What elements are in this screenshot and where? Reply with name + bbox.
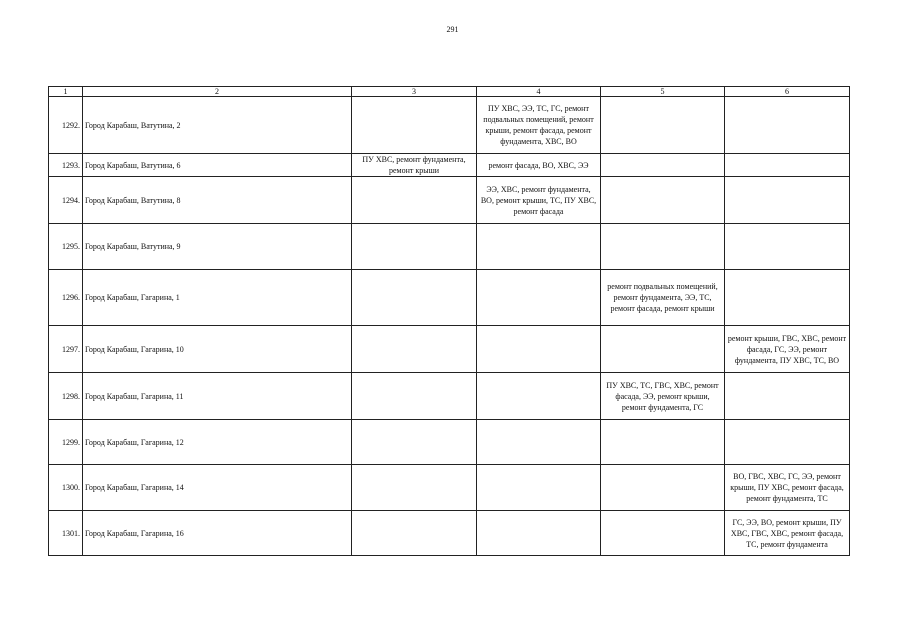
works-cell-col5: [601, 177, 725, 224]
works-cell-col6: ремонт крыши, ГВС, ХВС, ремонт фасада, ГС, ЭЭ, ремонт фундамента, ПУ ХВС, ТС, ВО: [725, 326, 850, 373]
row-number-cell: 1298.: [49, 373, 83, 420]
table-row: [49, 154, 850, 177]
works-cell-col5: [601, 326, 725, 373]
table-row: [49, 420, 850, 465]
row-number-cell: 1293.: [49, 154, 83, 177]
works-cell-col5: [601, 97, 725, 154]
works-cell-col6: [725, 373, 850, 420]
column-number: 2: [83, 87, 352, 97]
works-cell-col3: [352, 511, 477, 556]
works-cell-col4: [477, 511, 601, 556]
table-row: [49, 97, 850, 154]
works-cell-col3: [352, 270, 477, 326]
address-cell: Город Карабаш, Ватутина, 2: [83, 97, 352, 154]
works-cell-col6: [725, 224, 850, 270]
address-cell: Город Карабаш, Ватутина, 8: [83, 177, 352, 224]
table-row: [49, 326, 850, 373]
works-cell-col5: ПУ ХВС, ТС, ГВС, ХВС, ремонт фасада, ЭЭ, ремонт крыши, ремонт фундамента, ГС: [601, 373, 725, 420]
works-cell-col3: [352, 373, 477, 420]
works-cell-col4: [477, 326, 601, 373]
address-cell: Город Карабаш, Гагарина, 16: [83, 511, 352, 556]
works-cell-col4: ПУ ХВС, ЭЭ, ТС, ГС, ремонт подвальных помещений, ремонт крыши, ремонт фасада, ремонт фундамента, ХВС, ВО: [477, 97, 601, 154]
works-cell-col4: [477, 465, 601, 511]
row-number-cell: 1301.: [49, 511, 83, 556]
works-cell-col5: ремонт подвальных помещений, ремонт фундамента, ЭЭ, ТС, ремонт фасада, ремонт крыши: [601, 270, 725, 326]
works-cell-col3: [352, 420, 477, 465]
column-number: 5: [601, 87, 725, 97]
table-row: [49, 177, 850, 224]
works-cell-col3: [352, 177, 477, 224]
works-cell-col6: [725, 97, 850, 154]
works-cell-col6: ВО, ГВС, ХВС, ГС, ЭЭ, ремонт крыши, ПУ ХВС, ремонт фасада, ремонт фундамента, ТС: [725, 465, 850, 511]
address-cell: Город Карабаш, Гагарина, 10: [83, 326, 352, 373]
address-cell: Город Карабаш, Гагарина, 1: [83, 270, 352, 326]
row-number-cell: 1300.: [49, 465, 83, 511]
table-row: [49, 373, 850, 420]
works-cell-col6: [725, 154, 850, 177]
works-cell-col5: [601, 154, 725, 177]
works-cell-col5: [601, 511, 725, 556]
row-number-cell: 1292.: [49, 97, 83, 154]
table-row: [49, 224, 850, 270]
column-number: 1: [49, 87, 83, 97]
works-cell-col6: [725, 270, 850, 326]
works-register-table: [48, 86, 850, 556]
works-cell-col6: [725, 420, 850, 465]
column-number: 4: [477, 87, 601, 97]
works-cell-col3: [352, 465, 477, 511]
address-cell: Город Карабаш, Гагарина, 14: [83, 465, 352, 511]
address-cell: Город Карабаш, Гагарина, 12: [83, 420, 352, 465]
address-cell: Город Карабаш, Гагарина, 11: [83, 373, 352, 420]
column-number-row: [49, 87, 850, 97]
works-cell-col6: [725, 177, 850, 224]
page-number: 291: [446, 25, 459, 34]
works-cell-col3: [352, 224, 477, 270]
table-row: [49, 511, 850, 556]
address-cell: Город Карабаш, Ватутина, 9: [83, 224, 352, 270]
works-cell-col4: ЭЭ, ХВС, ремонт фундамента, ВО, ремонт крыши, ТС, ПУ ХВС, ремонт фасада: [477, 177, 601, 224]
works-cell-col4: [477, 373, 601, 420]
table-row: [49, 270, 850, 326]
row-number-cell: 1294.: [49, 177, 83, 224]
works-cell-col4: ремонт фасада, ВО, ХВС, ЭЭ: [477, 154, 601, 177]
column-number: 6: [725, 87, 850, 97]
works-cell-col5: [601, 224, 725, 270]
works-cell-col5: [601, 420, 725, 465]
address-cell: Город Карабаш, Ватутина, 6: [83, 154, 352, 177]
works-cell-col3: [352, 97, 477, 154]
works-cell-col3: [352, 326, 477, 373]
works-cell-col6: ГС, ЭЭ, ВО, ремонт крыши, ПУ ХВС, ГВС, ХВС, ремонт фасада, ТС, ремонт фундамента: [725, 511, 850, 556]
table-row: [49, 465, 850, 511]
works-cell-col4: [477, 270, 601, 326]
works-cell-col3: ПУ ХВС, ремонт фундамента, ремонт крыши: [352, 154, 477, 177]
works-cell-col5: [601, 465, 725, 511]
row-number-cell: 1295.: [49, 224, 83, 270]
works-cell-col4: [477, 420, 601, 465]
row-number-cell: 1297.: [49, 326, 83, 373]
column-number: 3: [352, 87, 477, 97]
works-cell-col4: [477, 224, 601, 270]
row-number-cell: 1296.: [49, 270, 83, 326]
row-number-cell: 1299.: [49, 420, 83, 465]
